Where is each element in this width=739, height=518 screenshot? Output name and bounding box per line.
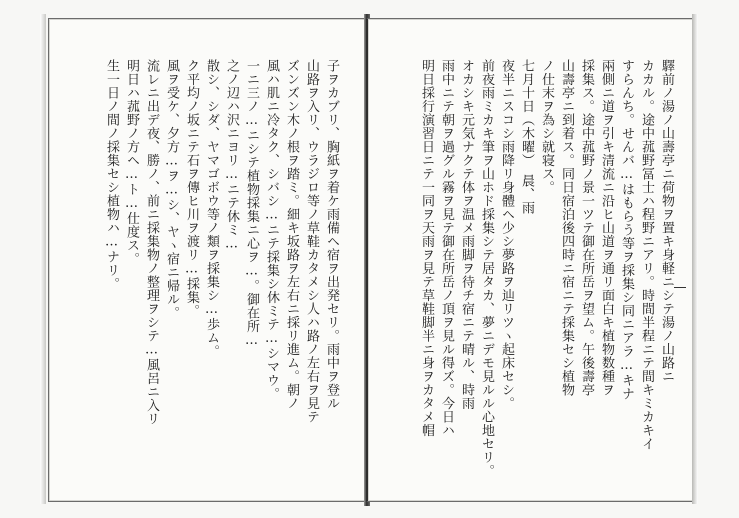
- right-page: [366, 18, 695, 502]
- handwritten-line: 風ハ肌ニ冷タク、シバシ…ニテ採集シ休ミテ…シマウ。: [264, 59, 279, 401]
- handwritten-line: 七月十日（木曜） 晨、雨: [519, 59, 534, 215]
- handwritten-line: 散シ、シダ、ヤマゴボウ等ノ類ヲ採集シ…歩ム。: [204, 59, 219, 358]
- handwritten-line: 之ノ辺ハ沢ニヨリ…ニテ休ミ…: [224, 59, 239, 252]
- handwritten-line: オカシキ元気ナクテ体ヲ温メ雨脚ヲ待チ宿ニテ晴ル、時雨: [459, 59, 474, 410]
- handwritten-line: 子ヲカブリ、胸紙ヲ着ケ雨備ヘ宿ヲ出発セリ。雨中ヲ登ル: [324, 59, 339, 410]
- handwritten-line: すらんち。せんバ…はもらう等ヲ採集シ同ニアラ…キナ: [619, 59, 634, 401]
- handwritten-line: 山路ヲ入リ、ウラジロ等ノ草鞋カタメシ人ハ路ノ左右ヲ見テ: [304, 59, 319, 424]
- left-page-edge: [40, 14, 46, 504]
- left-page: [48, 18, 367, 502]
- handwritten-line: 採集ス。途中菰野ノ景一ツテ御在所岳ヲ望ム。午後壽亭: [579, 59, 594, 397]
- handwritten-line: 雨中ニテ朝ヲ過グル霧ヲ見テ御在所岳ノ頂ヲ見ル得ズ。今日ハ: [439, 59, 454, 437]
- handwritten-line: カカル。途中菰野冨士ハ程野ニアリ。時間半程ニテ間キミカキイ: [639, 59, 654, 451]
- handwritten-line: ク平均ノ坂ニテ石ヲ傳ヒ川ヲ渡リ…採集。: [184, 59, 199, 318]
- handwritten-line: 明日ハ菰野ノ方ヘ…ト…仕度ス。: [124, 59, 139, 266]
- handwritten-line: 前夜雨ミカキ筆ヲ山ホド採集シテ居タカ、夢ニデモ見ルル心地セリ。: [479, 59, 494, 478]
- margin-tick: [674, 287, 686, 288]
- handwritten-line: 生一日ノ間ノ採集セシ植物ハ…ナリ。: [104, 59, 119, 291]
- handwritten-line: ズンズン木ノ根ヲ踏ミ。細キ坂路ヲ左右ニ採リ進ム。朝ノ: [284, 59, 299, 410]
- right-page-edge: [692, 14, 698, 504]
- handwritten-line: 風ヲ受ケ、夕方…ヲ…シ、ヤヽ宿ニ帰ル。: [164, 59, 179, 320]
- handwritten-line: 一ニ三ノ…ニシテ植物採集ニ心ヲ…。御在所…: [244, 59, 259, 349]
- handwritten-line: 山壽亭ニ到着ス。同日宿泊後四時ニ宿ニテ採集セシ植物: [559, 59, 574, 397]
- right-page-text: [416, 59, 676, 489]
- handwritten-line: 流レニ出デ夜、勝ノ、前ニ採集物ノ整理ヲシテ…風呂ニ入リ: [144, 59, 159, 426]
- handwritten-line: 驛前ノ湯ノ山壽亭ニ荷物ヲ置キ身軽ニシテ湯ノ山路ニ: [659, 59, 674, 383]
- left-page-text: [101, 59, 341, 489]
- handwritten-line: 明日採行演習日ニテ一同ヲ天雨ヲ見テ草鞋脚半ニ身ヲカタメ帽: [419, 59, 434, 437]
- handwritten-line: ノ仕末ヲ為シ就寝ス。: [539, 59, 554, 194]
- handwritten-line: 夜半ニスコシ雨降リ身體ヘ少シ夢路ヲ辿リツヽ起床セシ。: [499, 59, 514, 410]
- handwritten-line: 兩側ニ道ヲ引キ清流ニ沿ヒ山道ヲ通リ面白キ植物数種ヲ: [599, 59, 614, 397]
